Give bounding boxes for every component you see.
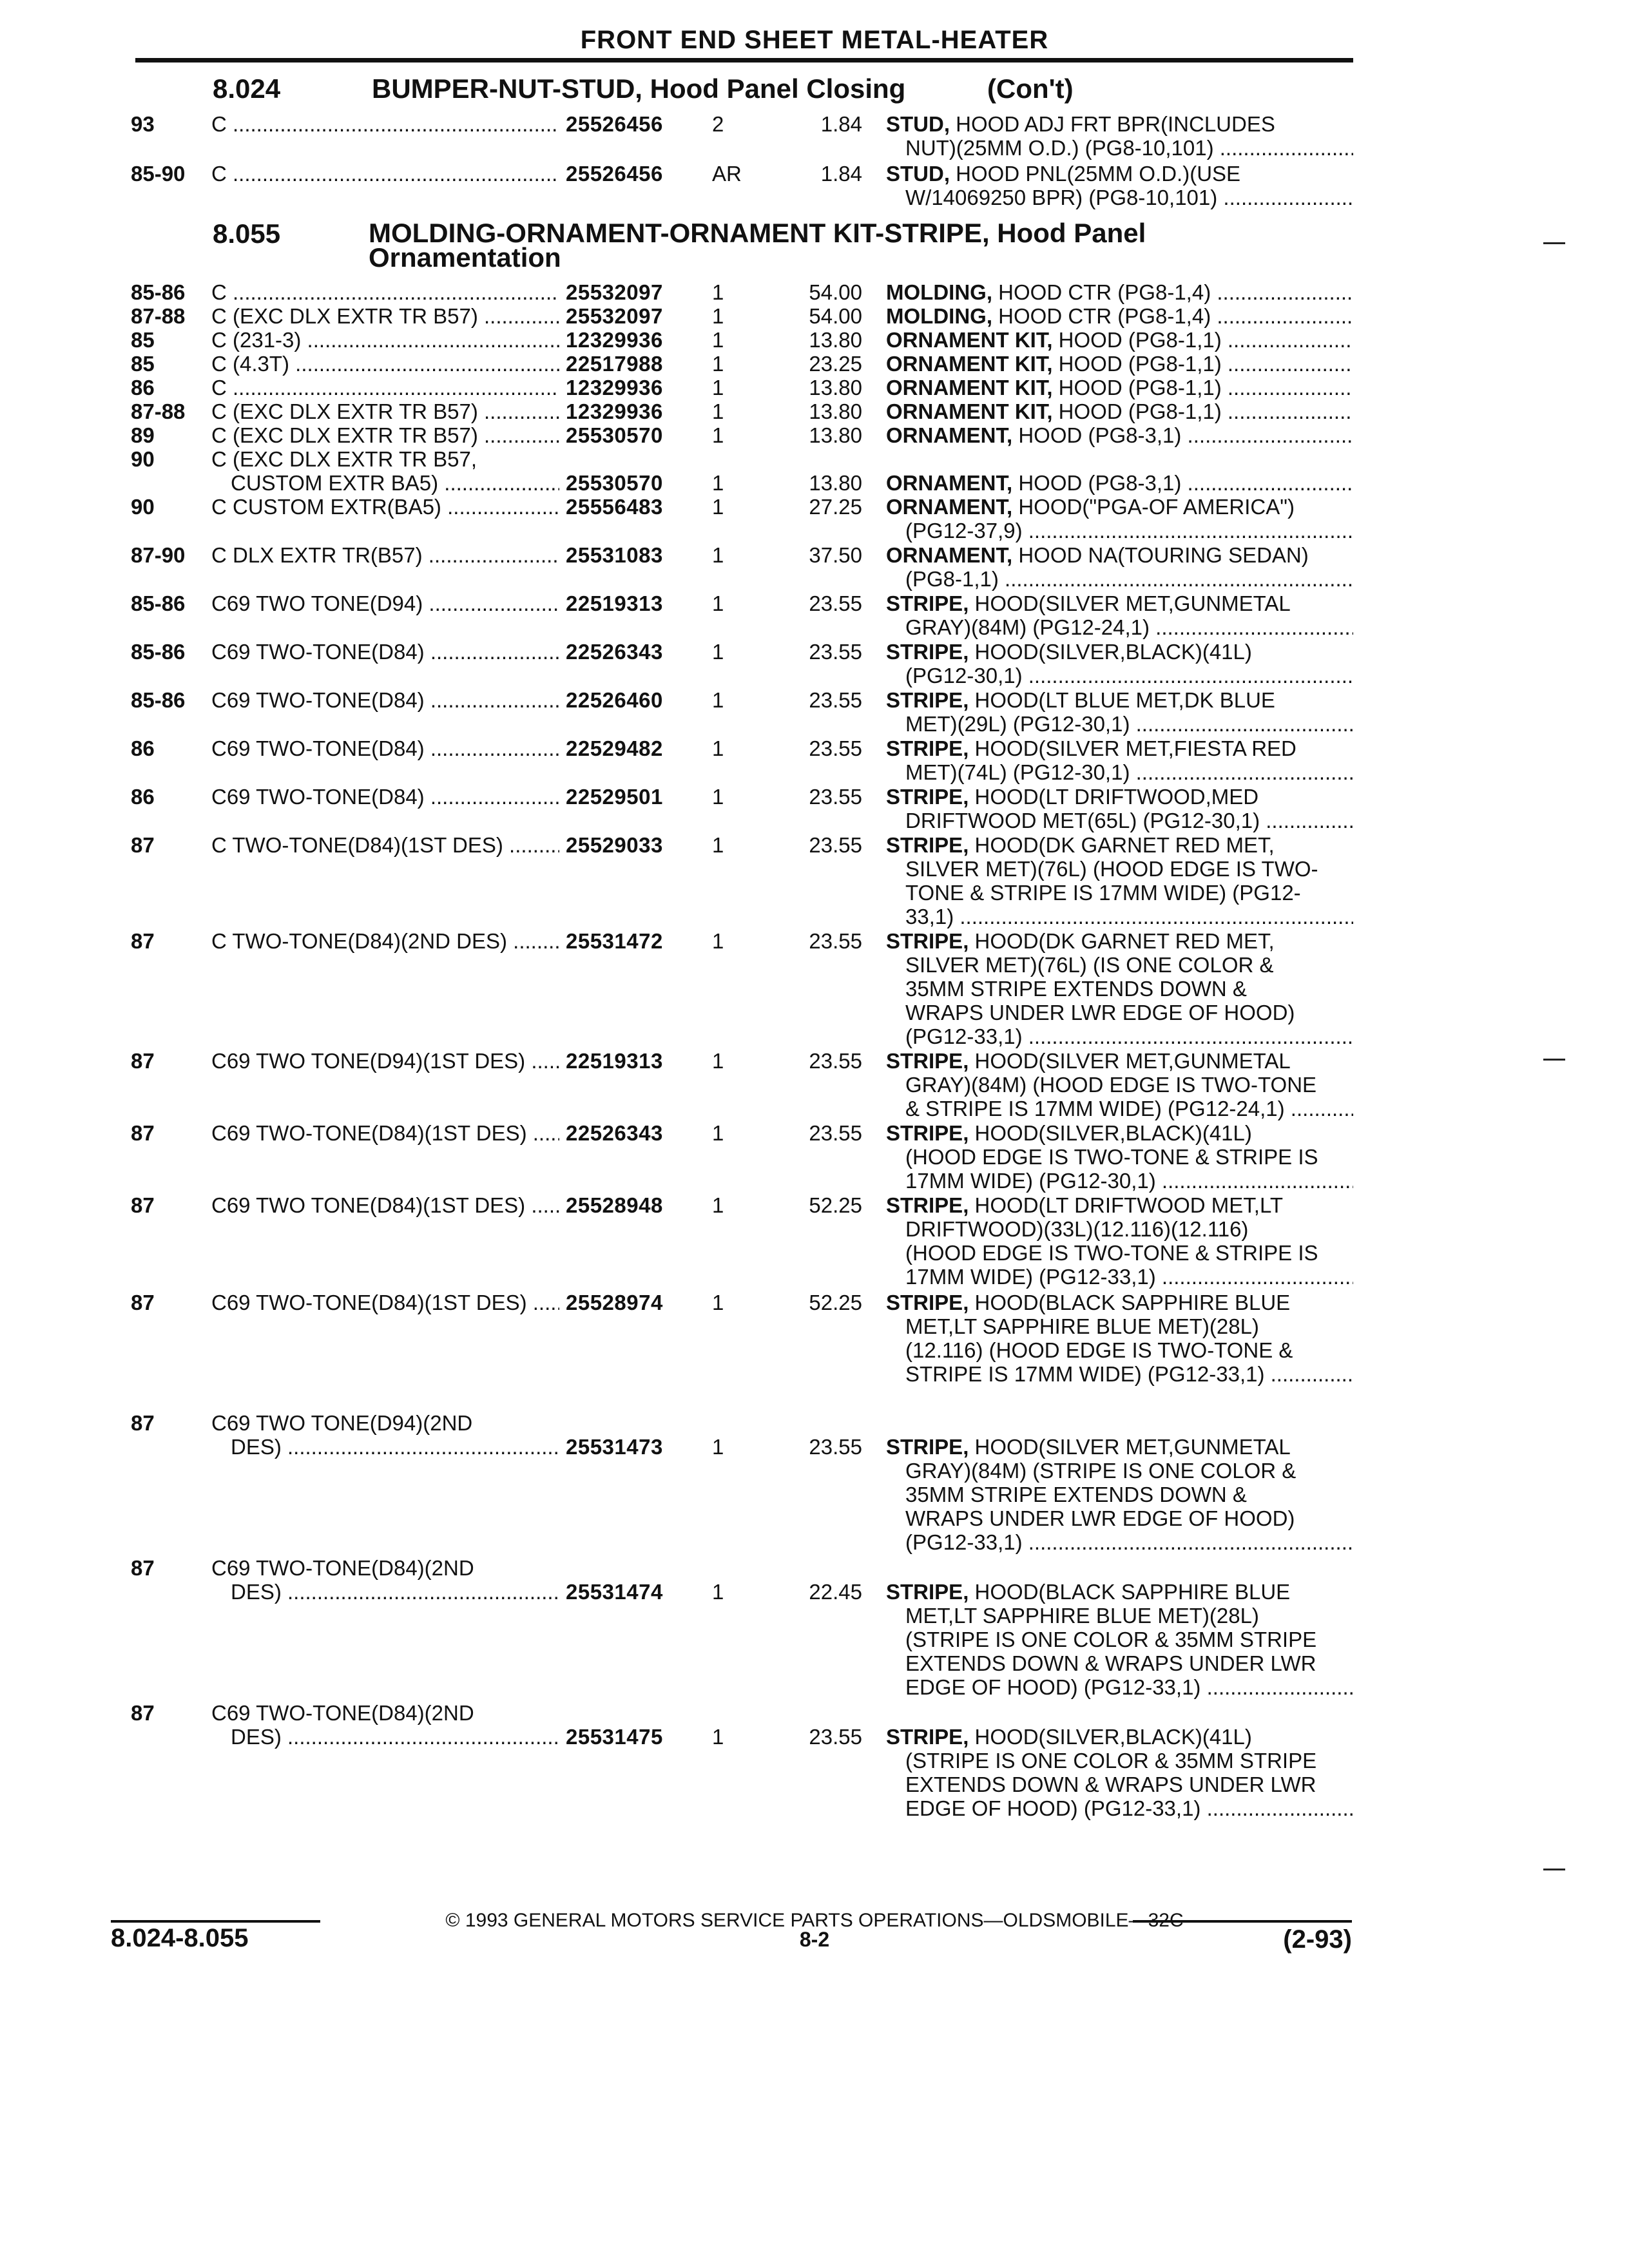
part-number-cell: 25531472 <box>566 929 663 953</box>
year-cell: 87 <box>131 1556 155 1580</box>
header-rule <box>135 58 1353 62</box>
description-continued: (12.116) (HOOD EDGE IS TWO-TONE & <box>905 1338 1293 1362</box>
model-cell: C CUSTOM EXTR(BA5) ..... <box>211 495 559 519</box>
description-continued: EDGE OF HOOD) (PG12-33,1) ..... <box>905 1796 1353 1820</box>
part-number-cell: 25531475 <box>566 1725 663 1749</box>
price-cell: 13.80 <box>809 399 862 423</box>
description-continued: EXTENDS DOWN & WRAPS UNDER LWR <box>905 1773 1316 1796</box>
year-cell: 86 <box>131 376 155 399</box>
year-cell: 89 <box>131 423 155 447</box>
year-cell: 85-86 <box>131 688 186 712</box>
description-continued: DRIFTWOOD MET(65L) (PG12-30,1) ..... <box>905 809 1353 832</box>
quantity-cell: 1 <box>712 833 724 857</box>
quantity-cell: 1 <box>712 352 724 376</box>
price-cell: 52.25 <box>809 1291 862 1314</box>
quantity-cell: 1 <box>712 543 724 567</box>
description-continued: 35MM STRIPE EXTENDS DOWN & <box>905 1483 1247 1506</box>
part-number-cell: 22526460 <box>566 688 663 712</box>
footer-page-number: 8-2 <box>799 1928 830 1951</box>
part-number-cell: 22529482 <box>566 736 663 760</box>
quantity-cell: 1 <box>712 1725 724 1749</box>
footer-section-range: 8.024-8.055 <box>111 1924 249 1952</box>
part-number-cell: 22526343 <box>566 640 663 664</box>
section-number: 8.024 <box>213 73 281 104</box>
description-cell: STRIPE, HOOD(DK GARNET RED MET, <box>886 833 1275 857</box>
part-number-cell: 25532097 <box>566 304 663 328</box>
price-cell: 54.00 <box>809 304 862 328</box>
description-cell: STRIPE, HOOD(SILVER MET,GUNMETAL <box>886 591 1291 615</box>
year-cell: 85 <box>131 352 155 376</box>
part-number-cell: 22517988 <box>566 352 663 376</box>
section-suffix: (Con't) <box>987 73 1074 104</box>
description-cell: ORNAMENT, HOOD NA(TOURING SEDAN) <box>886 543 1309 567</box>
quantity-cell: 2 <box>712 112 724 136</box>
part-number-cell: 25531083 <box>566 543 663 567</box>
description-cell: ORNAMENT, HOOD("PGA-OF AMERICA") <box>886 495 1295 519</box>
description-cell: STRIPE, HOOD(LT BLUE MET,DK BLUE <box>886 688 1275 712</box>
model-cell: C ..... <box>211 376 559 399</box>
description-continued: WRAPS UNDER LWR EDGE OF HOOD) <box>905 1001 1295 1024</box>
year-cell: 87 <box>131 929 155 953</box>
quantity-cell: 1 <box>712 1580 724 1604</box>
year-cell: 87-88 <box>131 399 186 423</box>
page-title: FRONT END SHEET METAL-HEATER <box>580 26 1049 54</box>
year-cell: 87 <box>131 1701 155 1725</box>
description-cell: ORNAMENT KIT, HOOD (PG8-1,1) ..... <box>886 328 1353 352</box>
year-cell: 85-86 <box>131 591 186 615</box>
price-cell: 13.80 <box>809 471 862 495</box>
description-continued: 17MM WIDE) (PG12-30,1) ..... <box>905 1169 1353 1193</box>
year-cell: 90 <box>131 495 155 519</box>
description-continued: NUT)(25MM O.D.) (PG8-10,101) ..... <box>905 136 1353 160</box>
part-number-cell: 25529033 <box>566 833 663 857</box>
model-cell-continued: CUSTOM EXTR BA5) ..... <box>231 471 559 495</box>
year-cell: 85 <box>131 328 155 352</box>
model-cell: C69 TWO TONE(D94)(2ND <box>211 1411 473 1435</box>
quantity-cell: 1 <box>712 495 724 519</box>
model-cell: C69 TWO-TONE(D84) ..... <box>211 785 559 809</box>
description-continued: EDGE OF HOOD) (PG12-33,1) ..... <box>905 1675 1353 1699</box>
quantity-cell: 1 <box>712 1291 724 1314</box>
price-cell: 52.25 <box>809 1193 862 1217</box>
model-cell: C (EXC DLX EXTR TR B57) ..... <box>211 423 559 447</box>
part-number-cell: 22529501 <box>566 785 663 809</box>
quantity-cell: 1 <box>712 304 724 328</box>
part-number-cell: 25528948 <box>566 1193 663 1217</box>
price-cell: 13.80 <box>809 328 862 352</box>
year-cell: 85-86 <box>131 640 186 664</box>
year-cell: 87 <box>131 1411 155 1435</box>
quantity-cell: 1 <box>712 640 724 664</box>
part-number-cell: 12329936 <box>566 328 663 352</box>
section-title: MOLDING-ORNAMENT-ORNAMENT KIT-STRIPE, Hood Panel <box>369 218 1146 248</box>
model-cell: C69 TWO-TONE(D84) ..... <box>211 736 559 760</box>
year-cell: 86 <box>131 785 155 809</box>
price-cell: 1.84 <box>820 112 862 136</box>
description-cell: STRIPE, HOOD(BLACK SAPPHIRE BLUE <box>886 1291 1291 1314</box>
part-number-cell: 25530570 <box>566 423 663 447</box>
description-continued: (PG12-33,1) ..... <box>905 1024 1353 1048</box>
description-continued: GRAY)(84M) (STRIPE IS ONE COLOR & <box>905 1459 1296 1483</box>
model-cell: C TWO-TONE(D84)(1ST DES) ..... <box>211 833 559 857</box>
model-cell: C DLX EXTR TR(B57) ..... <box>211 543 559 567</box>
description-continued: (HOOD EDGE IS TWO-TONE & STRIPE IS <box>905 1241 1318 1265</box>
description-cell: STRIPE, HOOD(SILVER,BLACK)(41L) <box>886 1121 1252 1145</box>
quantity-cell: 1 <box>712 1193 724 1217</box>
year-cell: 87 <box>131 1193 155 1217</box>
part-number-cell: 25526456 <box>566 112 663 136</box>
description-continued: W/14069250 BPR) (PG8-10,101) ..... <box>905 186 1353 209</box>
part-number-cell: 25528974 <box>566 1291 663 1314</box>
description-cell: STUD, HOOD PNL(25MM O.D.)(USE <box>886 162 1241 186</box>
part-number-cell: 22519313 <box>566 591 663 615</box>
model-cell: C ..... <box>211 112 559 136</box>
model-cell: C (231-3) ..... <box>211 328 559 352</box>
description-cell: STUD, HOOD ADJ FRT BPR(INCLUDES <box>886 112 1275 136</box>
description-continued: EXTENDS DOWN & WRAPS UNDER LWR <box>905 1651 1316 1675</box>
description-continued: (PG12-37,9) ..... <box>905 519 1353 543</box>
description-continued: 33,1) ..... <box>905 905 1353 928</box>
description-continued: 17MM WIDE) (PG12-33,1) ..... <box>905 1265 1353 1289</box>
part-number-cell: 22526343 <box>566 1121 663 1145</box>
part-number-cell: 25532097 <box>566 280 663 304</box>
quantity-cell: 1 <box>712 929 724 953</box>
model-cell: C69 TWO TONE(D94) ..... <box>211 591 559 615</box>
part-number-cell: 25531473 <box>566 1435 663 1459</box>
year-cell: 85-86 <box>131 280 186 304</box>
model-cell: C ..... <box>211 280 559 304</box>
price-cell: 13.80 <box>809 376 862 399</box>
description-continued: STRIPE IS 17MM WIDE) (PG12-33,1) ..... <box>905 1362 1353 1386</box>
price-cell: 23.55 <box>809 785 862 809</box>
description-continued: WRAPS UNDER LWR EDGE OF HOOD) <box>905 1506 1295 1530</box>
model-cell-continued: DES) ..... <box>231 1435 559 1459</box>
description-continued: (PG8-1,1) ..... <box>905 567 1353 591</box>
part-number-cell: 25531474 <box>566 1580 663 1604</box>
price-cell: 23.55 <box>809 640 862 664</box>
description-continued: SILVER MET)(76L) (HOOD EDGE IS TWO- <box>905 857 1318 881</box>
price-cell: 23.55 <box>809 1435 862 1459</box>
description-continued: (STRIPE IS ONE COLOR & 35MM STRIPE <box>905 1749 1317 1773</box>
description-cell: MOLDING, HOOD CTR (PG8-1,4) ..... <box>886 304 1353 328</box>
description-cell: STRIPE, HOOD(BLACK SAPPHIRE BLUE <box>886 1580 1291 1604</box>
model-cell: C69 TWO TONE(D84)(1ST DES) ..... <box>211 1193 559 1217</box>
part-number-cell: 25526456 <box>566 162 663 186</box>
price-cell: 13.80 <box>809 423 862 447</box>
description-continued: MET,LT SAPPHIRE BLUE MET)(28L) <box>905 1604 1259 1628</box>
description-cell: MOLDING, HOOD CTR (PG8-1,4) ..... <box>886 280 1353 304</box>
model-cell: C69 TWO-TONE(D84)(1ST DES) ..... <box>211 1121 559 1145</box>
description-cell: STRIPE, HOOD(SILVER MET,GUNMETAL <box>886 1049 1291 1073</box>
price-cell: 23.55 <box>809 929 862 953</box>
description-continued: (STRIPE IS ONE COLOR & 35MM STRIPE <box>905 1628 1317 1651</box>
quantity-cell: 1 <box>712 736 724 760</box>
price-cell: 23.55 <box>809 591 862 615</box>
description-continued: 35MM STRIPE EXTENDS DOWN & <box>905 977 1247 1001</box>
description-continued: MET,LT SAPPHIRE BLUE MET)(28L) <box>905 1314 1259 1338</box>
quantity-cell: 1 <box>712 471 724 495</box>
description-cell: ORNAMENT KIT, HOOD (PG8-1,1) ..... <box>886 399 1353 423</box>
quantity-cell: 1 <box>712 399 724 423</box>
year-cell: 87 <box>131 833 155 857</box>
part-number-cell: 25556483 <box>566 495 663 519</box>
quantity-cell: 1 <box>712 785 724 809</box>
price-cell: 23.25 <box>809 352 862 376</box>
model-cell-continued: DES) ..... <box>231 1725 559 1749</box>
description-cell: STRIPE, HOOD(LT DRIFTWOOD MET,LT <box>886 1193 1284 1217</box>
price-cell: 23.55 <box>809 1049 862 1073</box>
model-cell: C ..... <box>211 162 559 186</box>
quantity-cell: 1 <box>712 280 724 304</box>
footer-copyright: © 1993 GENERAL MOTORS SERVICE PARTS OPERATIONS—OLDSMOBILE—32C <box>445 1910 1184 1931</box>
description-cell: ORNAMENT KIT, HOOD (PG8-1,1) ..... <box>886 352 1353 376</box>
year-cell: 87 <box>131 1291 155 1314</box>
description-continued: MET)(29L) (PG12-30,1) ..... <box>905 712 1353 736</box>
section-title: BUMPER-NUT-STUD, Hood Panel Closing <box>372 73 906 104</box>
model-cell: C69 TWO-TONE(D84)(2ND <box>211 1556 474 1580</box>
description-continued: DRIFTWOOD)(33L)(12.116)(12.116) <box>905 1217 1249 1241</box>
quantity-cell: 1 <box>712 688 724 712</box>
part-number-cell: 12329936 <box>566 399 663 423</box>
description-continued: MET)(74L) (PG12-30,1) ..... <box>905 760 1353 784</box>
quantity-cell: 1 <box>712 423 724 447</box>
model-cell: C69 TWO-TONE(D84)(1ST DES) ..... <box>211 1291 559 1314</box>
quantity-cell: 1 <box>712 1049 724 1073</box>
part-number-cell: 22519313 <box>566 1049 663 1073</box>
description-continued: (HOOD EDGE IS TWO-TONE & STRIPE IS <box>905 1145 1318 1169</box>
part-number-cell: 12329936 <box>566 376 663 399</box>
model-cell-continued: DES) ..... <box>231 1580 559 1604</box>
quantity-cell: AR <box>712 162 742 186</box>
year-cell: 93 <box>131 112 155 136</box>
model-cell: C (EXC DLX EXTR TR B57) ..... <box>211 304 559 328</box>
year-cell: 86 <box>131 736 155 760</box>
quantity-cell: 1 <box>712 591 724 615</box>
description-cell: ORNAMENT, HOOD (PG8-3,1) ..... <box>886 471 1353 495</box>
part-number-cell: 25530570 <box>566 471 663 495</box>
description-cell: STRIPE, HOOD(SILVER MET,FIESTA RED <box>886 736 1296 760</box>
quantity-cell: 1 <box>712 1121 724 1145</box>
page-edge-mark <box>1543 1869 1565 1870</box>
quantity-cell: 1 <box>712 376 724 399</box>
model-cell: C69 TWO-TONE(D84) ..... <box>211 688 559 712</box>
description-continued: SILVER MET)(76L) (IS ONE COLOR & <box>905 953 1274 977</box>
year-cell: 87 <box>131 1049 155 1073</box>
model-cell: C (EXC DLX EXTR TR B57, <box>211 447 477 471</box>
price-cell: 22.45 <box>809 1580 862 1604</box>
footer-date: (2-93) <box>1283 1925 1352 1954</box>
quantity-cell: 1 <box>712 1435 724 1459</box>
year-cell: 87 <box>131 1121 155 1145</box>
description-continued: GRAY)(84M) (PG12-24,1) ..... <box>905 615 1353 639</box>
description-cell: STRIPE, HOOD(SILVER,BLACK)(41L) <box>886 640 1252 664</box>
description-continued: (PG12-33,1) ..... <box>905 1530 1353 1554</box>
year-cell: 90 <box>131 447 155 471</box>
price-cell: 54.00 <box>809 280 862 304</box>
price-cell: 37.50 <box>809 543 862 567</box>
page-edge-mark <box>1543 242 1565 244</box>
price-cell: 23.55 <box>809 1725 862 1749</box>
description-cell: STRIPE, HOOD(DK GARNET RED MET, <box>886 929 1275 953</box>
model-cell: C (EXC DLX EXTR TR B57) ..... <box>211 399 559 423</box>
section-title-line2: Ornamentation <box>369 242 561 273</box>
model-cell: C69 TWO TONE(D94)(1ST DES) ..... <box>211 1049 559 1073</box>
description-continued: TONE & STRIPE IS 17MM WIDE) (PG12- <box>905 881 1301 905</box>
year-cell: 85-90 <box>131 162 186 186</box>
description-cell: ORNAMENT, HOOD (PG8-3,1) ..... <box>886 423 1353 447</box>
quantity-cell: 1 <box>712 328 724 352</box>
price-cell: 23.55 <box>809 1121 862 1145</box>
section-number: 8.055 <box>213 218 281 249</box>
year-cell: 87-88 <box>131 304 186 328</box>
description-continued: & STRIPE IS 17MM WIDE) (PG12-24,1) ..... <box>905 1097 1353 1120</box>
model-cell: C69 TWO-TONE(D84)(2ND <box>211 1701 474 1725</box>
price-cell: 1.84 <box>820 162 862 186</box>
description-cell: STRIPE, HOOD(SILVER MET,GUNMETAL <box>886 1435 1291 1459</box>
price-cell: 23.55 <box>809 736 862 760</box>
model-cell: C TWO-TONE(D84)(2ND DES) ..... <box>211 929 559 953</box>
description-cell: ORNAMENT KIT, HOOD (PG8-1,1) ..... <box>886 376 1353 399</box>
price-cell: 23.55 <box>809 688 862 712</box>
description-cell: STRIPE, HOOD(SILVER,BLACK)(41L) <box>886 1725 1252 1749</box>
price-cell: 23.55 <box>809 833 862 857</box>
year-cell: 87-90 <box>131 543 186 567</box>
price-cell: 27.25 <box>809 495 862 519</box>
model-cell: C (4.3T) ..... <box>211 352 559 376</box>
description-continued: (PG12-30,1) ..... <box>905 664 1353 687</box>
description-cell: STRIPE, HOOD(LT DRIFTWOOD,MED <box>886 785 1259 809</box>
model-cell: C69 TWO-TONE(D84) ..... <box>211 640 559 664</box>
page-edge-mark <box>1543 1059 1565 1061</box>
description-continued: GRAY)(84M) (HOOD EDGE IS TWO-TONE <box>905 1073 1317 1097</box>
